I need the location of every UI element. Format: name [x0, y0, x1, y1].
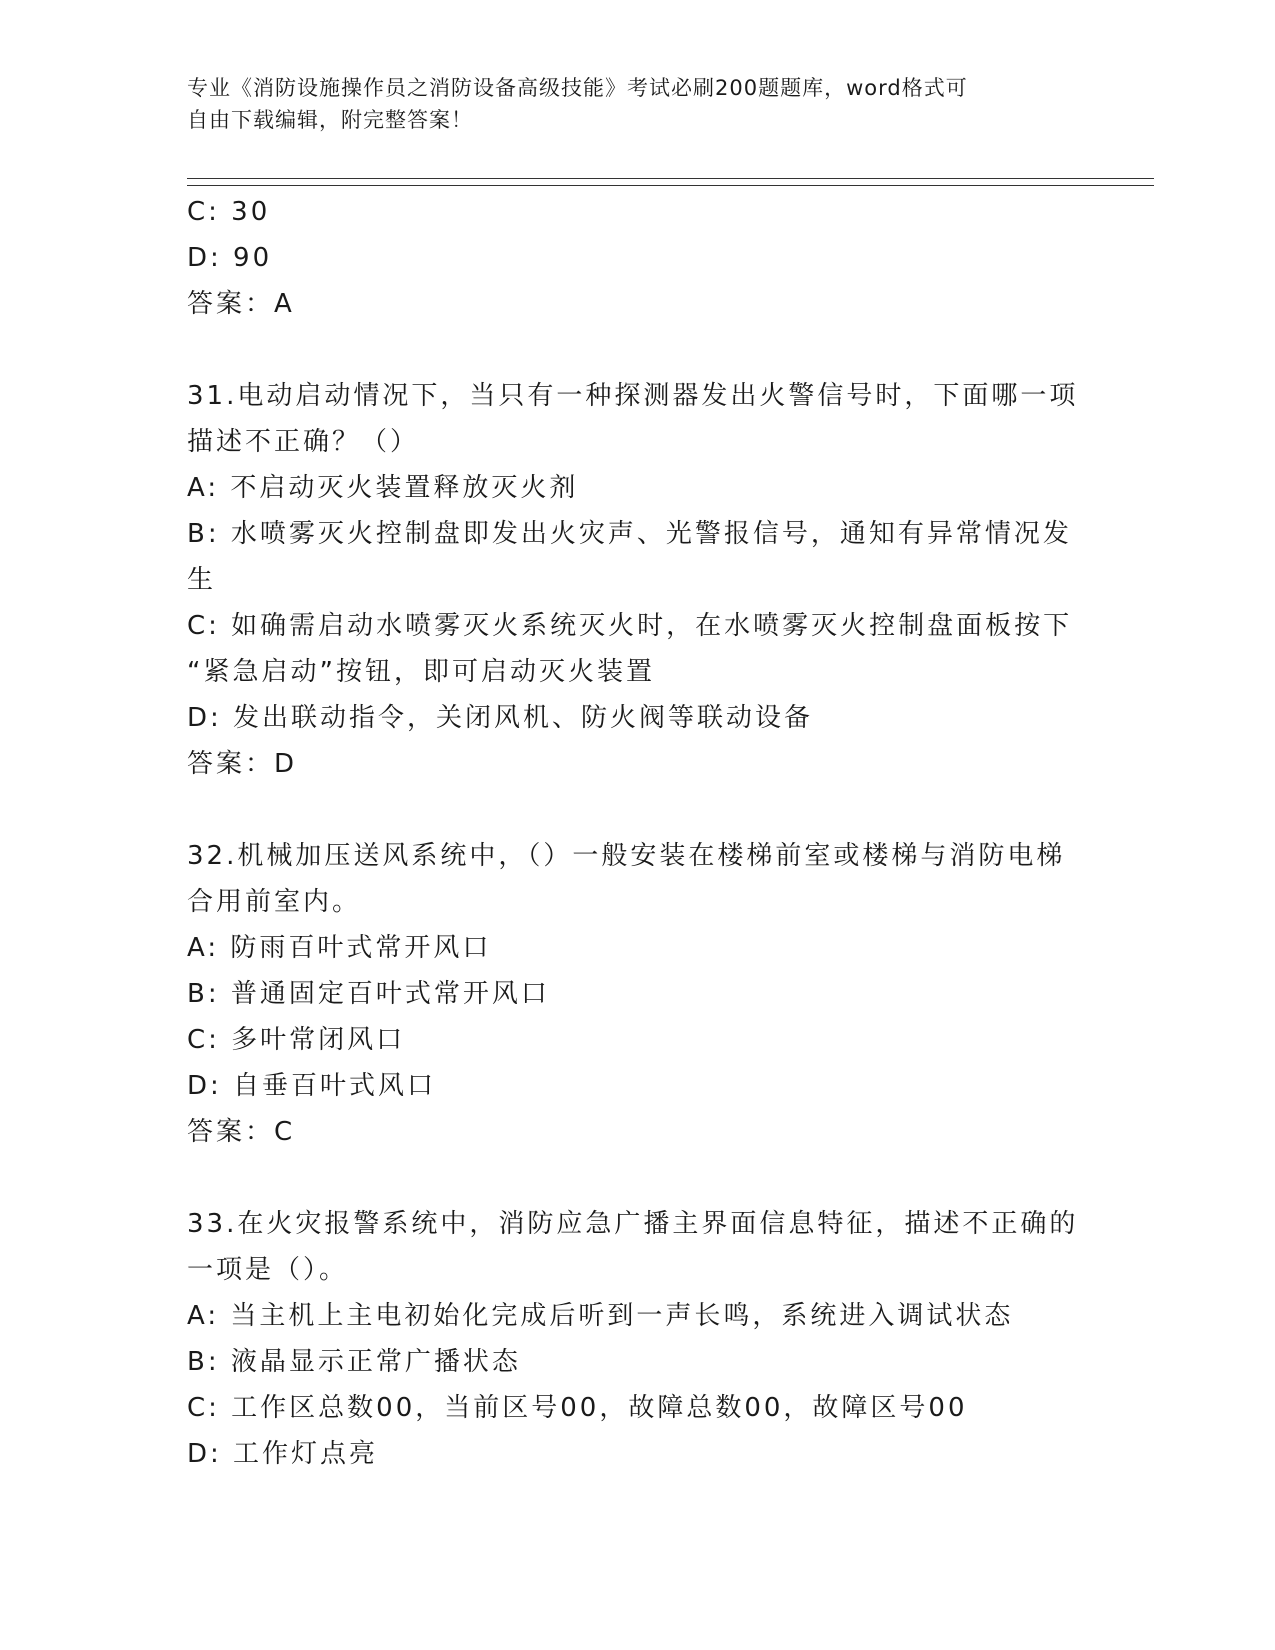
question-32-answer: 答案：C — [187, 1117, 296, 1147]
document-body — [187, 189, 1079, 1477]
question-31-option-d: D: 发出联动指令，关闭风机、防火阀等联动设备 — [187, 703, 814, 733]
header-divider — [187, 178, 1154, 186]
spacer — [187, 787, 1067, 833]
option-d: D: 90 — [187, 243, 273, 273]
question-33-stem-line-1: 33.在火灾报警系统中，消防应急广播主界面信息特征，描述不正确的 — [187, 1209, 1079, 1239]
question-31-stem-line-1: 31.电动启动情况下，当只有一种探测器发出火警信号时，下面哪一项 — [187, 381, 1079, 411]
question-31-stem-line-2: 描述不正确？（） — [187, 427, 420, 457]
question-32-option-b: B: 普通固定百叶式常开风口 — [187, 979, 550, 1009]
question-32-option-c: C: 多叶常闭风口 — [187, 1025, 406, 1055]
spacer — [187, 327, 1067, 373]
question-31-option-b-line-2: 生 — [187, 565, 217, 595]
header-title-line-2: 自由下载编辑，附完整答案！ — [187, 108, 473, 132]
question-33-option-b: B: 液晶显示正常广播状态 — [187, 1347, 521, 1377]
question-33-option-d: D: 工作灯点亮 — [187, 1439, 379, 1469]
question-31-option-c-line-2: “紧急启动”按钮，即可启动灭火装置 — [187, 657, 655, 687]
answer-line: 答案：A — [187, 289, 295, 319]
question-31-option-b-line-1: B: 水喷雾灭火控制盘即发出火灾声、光警报信号，通知有异常情况发 — [187, 519, 1072, 549]
question-33-option-c: C: 工作区总数00，当前区号00，故障总数00，故障区号00 — [187, 1393, 968, 1423]
option-c: C: 30 — [187, 197, 271, 227]
question-31-answer: 答案：D — [187, 749, 298, 779]
question-31-option-a: A: 不启动灭火装置释放灭火剂 — [187, 473, 579, 503]
header-title-line-1: 专业《消防设施操作员之消防设备高级技能》考试必刷200题题库，word格式可 — [187, 76, 968, 100]
question-31-option-c-line-1: C: 如确需启动水喷雾灭火系统灭火时，在水喷雾灭火控制盘面板按下 — [187, 611, 1073, 641]
question-32-stem-line-2: 合用前室内。 — [187, 887, 362, 917]
question-32-stem-line-1: 32.机械加压送风系统中，（）一般安装在楼梯前室或楼梯与消防电梯 — [187, 841, 1066, 871]
question-32-option-a: A: 防雨百叶式常开风口 — [187, 933, 492, 963]
document-header — [187, 72, 1067, 136]
question-32-option-d: D: 自垂百叶式风口 — [187, 1071, 437, 1101]
spacer — [187, 1155, 1067, 1201]
question-33-option-a: A: 当主机上主电初始化完成后听到一声长鸣，系统进入调试状态 — [187, 1301, 1014, 1331]
question-33-stem-line-2: 一项是（）。 — [187, 1255, 349, 1285]
